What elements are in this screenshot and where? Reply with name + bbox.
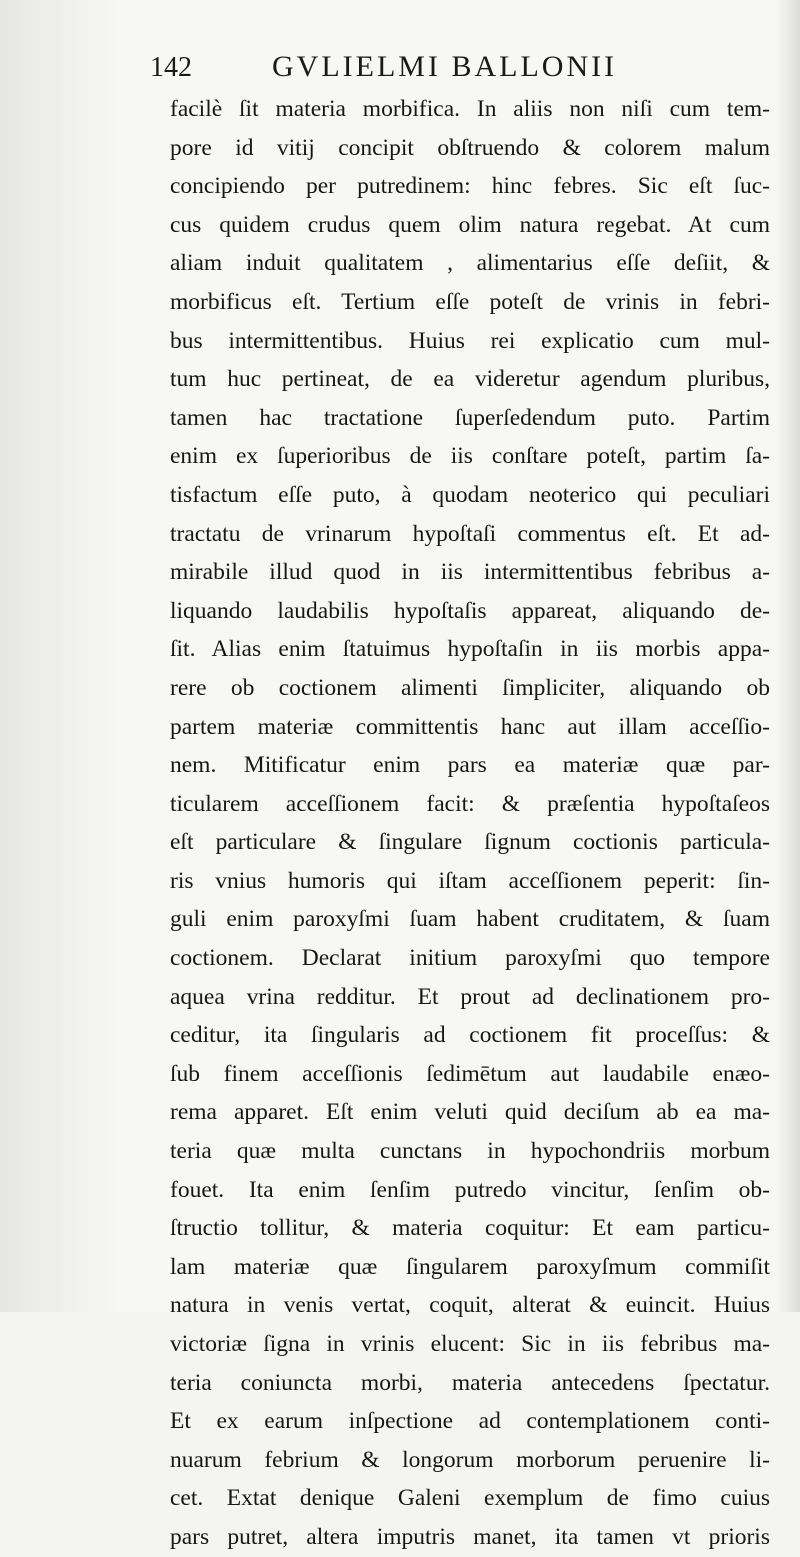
text-line: natura in venis vertat, coquit, alterat & euincit. Huius: [170, 1292, 770, 1319]
text-line: liquando laudabilis hypoſtaſis appareat, aliquando de-: [170, 597, 770, 624]
page-gutter-shadow: [0, 0, 120, 1312]
text-line: morbificus eſt. Tertium eſſe poteſt de vrinis in febri-: [170, 288, 770, 315]
text-line: tractatu de vrinarum hypoſtaſi commentus eſt. Et ad-: [170, 520, 770, 547]
text-line: cet. Extat denique Galeni exemplum de fimo cuius: [170, 1485, 770, 1512]
text-line: rere ob coctionem alimenti ſimpliciter, aliquando ob: [170, 674, 770, 701]
text-line: tum huc pertineat, de ea videretur agendum pluribus,: [170, 366, 770, 393]
text-line: coctionem. Declarat initium paroxyſmi quo tempore: [170, 945, 770, 972]
text-line: pars putret, altera imputris manet, ita tamen vt prioris: [170, 1523, 770, 1550]
text-line: lam materiæ quæ ſingularem paroxyſmum commiſit: [170, 1253, 770, 1280]
text-line: partem materiæ committentis hanc aut illam acceſſio-: [170, 713, 770, 740]
text-line: nem. Mitificatur enim pars ea materiæ quæ par-: [170, 752, 770, 779]
text-line: rema apparet. Eſt enim veluti quid deciſum ab ea ma-: [170, 1099, 770, 1126]
text-line: ceditur, ita ſingularis ad coctionem fit proceſſus: &: [170, 1022, 770, 1049]
text-line: victoriæ ſigna in vrinis elucent: Sic in iis febribus ma-: [170, 1331, 770, 1357]
text-line: ſub finem acceſſionis ſedimētum aut laudabile enæo-: [170, 1060, 770, 1087]
running-head: GVLIELMI BALLONII: [272, 50, 618, 83]
page-number: 142: [150, 52, 192, 83]
text-line: enim ex ſuperioribus de iis conſtare poteſt, partim ſa-: [170, 443, 770, 470]
text-line: Et ex earum inſpectione ad contemplationem conti-: [170, 1408, 770, 1435]
text-line: ſit. Alias enim ſtatuimus hypoſtaſin in iis morbis appa-: [170, 636, 770, 663]
text-line: mirabile illud quod in iis intermittentibus febribus a-: [170, 559, 770, 586]
text-line: nuarum febrium & longorum morborum peruenire li-: [170, 1446, 770, 1473]
text-line: pore id vitij concipit obſtruendo & colorem malum: [170, 134, 770, 161]
text-line: fouet. Ita enim ſenſim putredo vincitur, ſenſim ob-: [170, 1176, 770, 1203]
text-line: eſt particulare & ſingulare ſignum coctionis particula-: [170, 829, 770, 856]
text-line: guli enim paroxyſmi ſuam habent cruditatem, & ſuam: [170, 906, 770, 933]
text-line: bus intermittentibus. Huius rei explicatio cum mul-: [170, 327, 770, 354]
text-line: ris vnius humoris qui iſtam acceſſionem peperit: ſin-: [170, 867, 770, 894]
text-line: aliam induit qualitatem , alimentarius eſſe deſiit, &: [170, 250, 770, 277]
text-line: teria coniuncta morbi, materia antecedens ſpectatur.: [170, 1369, 770, 1396]
text-line: concipiendo per putredinem: hinc febres. Sic eſt ſuc-: [170, 173, 770, 200]
text-line: aquea vrina redditur. Et prout ad declinationem pro-: [170, 983, 770, 1010]
text-line: cus quidem crudus quem olim natura regebat. At cum: [170, 211, 770, 238]
page-edge-shadow: [776, 0, 800, 1312]
text-line: ticularem acceſſionem facit: & præſentia hypoſtaſeos: [170, 790, 770, 817]
body-text: [170, 90, 770, 1557]
text-line: tisfactum eſſe puto, à quodam neoterico qui peculiari: [170, 481, 770, 508]
text-line: teria quæ multa cunctans in hypochondriis morbum: [170, 1138, 770, 1165]
text-line: ſtructio tollitur, & materia coquitur: Et eam particu-: [170, 1215, 770, 1242]
text-line: facilè ſit materia morbifica. In aliis non niſi cum tem-: [170, 96, 770, 122]
text-line: tamen hac tractatione ſuperſedendum puto. Partim: [170, 404, 770, 431]
